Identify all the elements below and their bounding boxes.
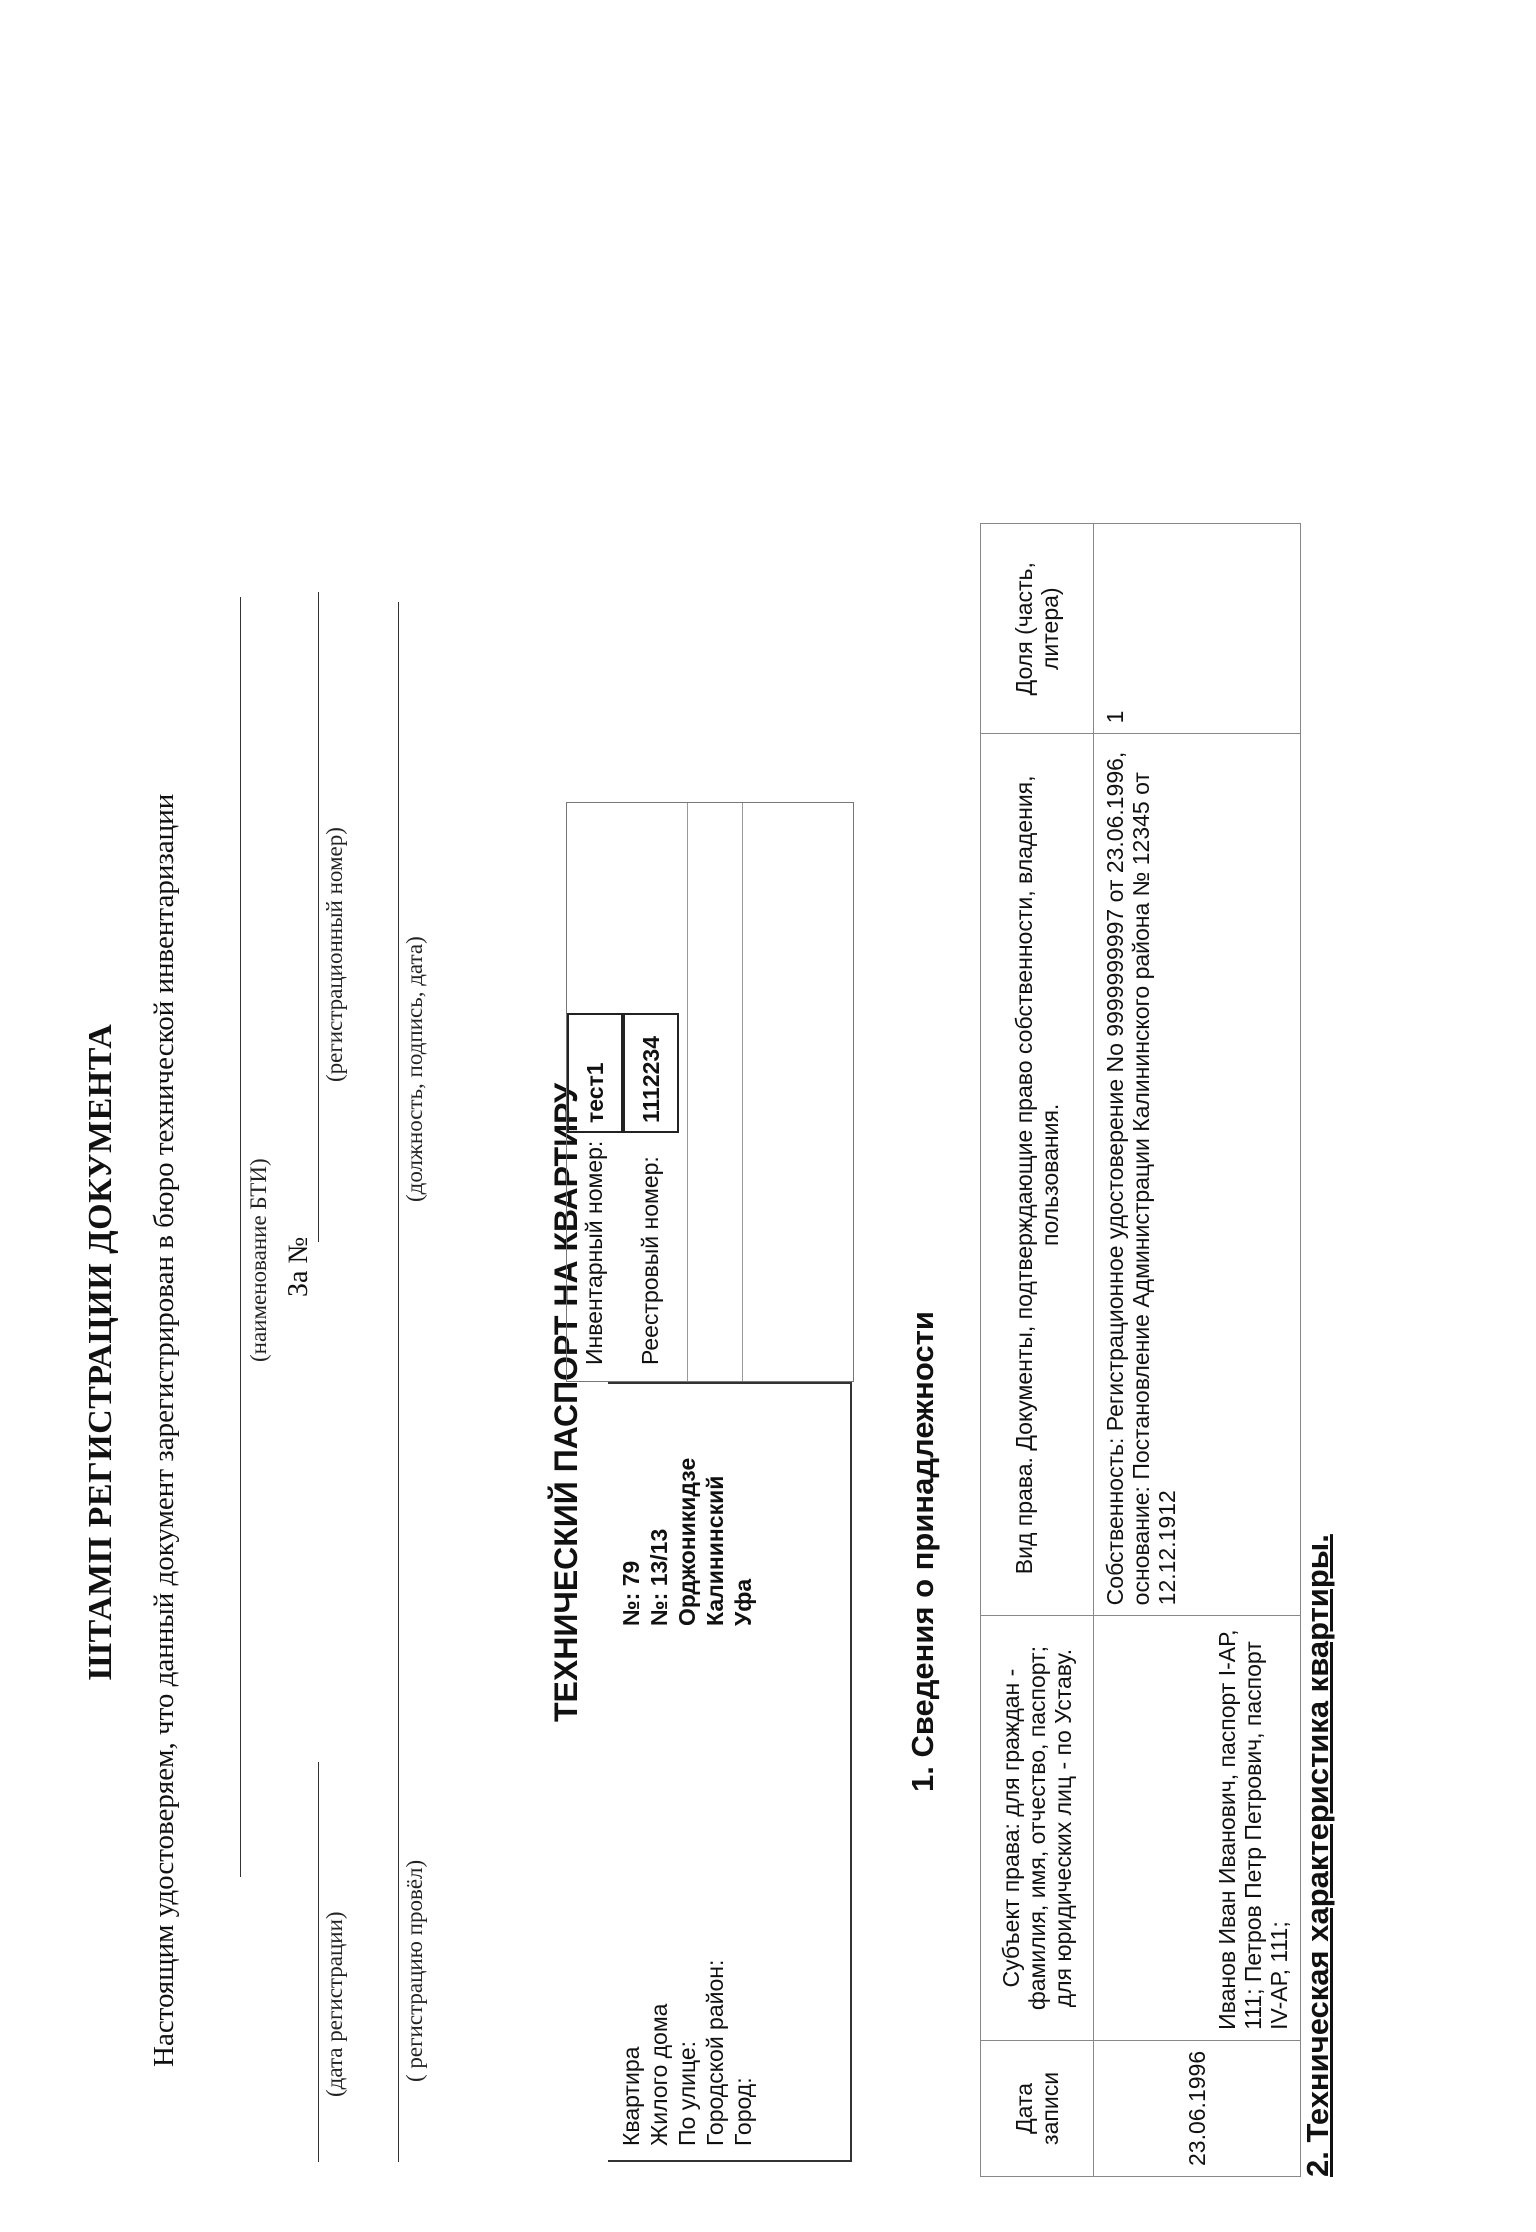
cell-right: Собственность: Регистрационное удостоверение No 9999999997 от 23.06.1996, основание: Постановление Администрации Калининского района № 12345 от 12.12.1912 (1094, 734, 1301, 1616)
number-prefix: За № (283, 1236, 314, 1297)
address-label: По улице: (674, 2040, 700, 2146)
address-block (608, 1382, 852, 2162)
address-row (618, 1560, 645, 2146)
ownership-table (980, 523, 1301, 2177)
registrar-line (398, 602, 399, 2162)
section2-title: 2. Техническая характеристика квартиры. (1300, 1534, 1335, 2177)
header-subject: Субъект права: для граждан - фамилия, имя, отчество, паспорт; для юридических лиц - по Уставу. (981, 1616, 1094, 2041)
header-right: Вид права. Документы, подтверждающие право собственности, владения, пользования. (981, 734, 1094, 1616)
address-value: №: 13/13 (646, 1528, 672, 1626)
address-row (730, 1578, 757, 2146)
date-caption: (дата регистрации) (322, 1911, 347, 2097)
cell-date: 23.06.1996 (1094, 2040, 1301, 2176)
table-header-row (981, 524, 1094, 2177)
inventory-divider (742, 803, 743, 1381)
inventory-label: Инвентарный номер: (581, 1140, 607, 1365)
header-date: Дата записи (981, 2040, 1094, 2176)
address-value: Уфа (730, 1578, 756, 1626)
address-row (646, 1528, 673, 2146)
address-value: Калининский (702, 1475, 728, 1626)
inventory-divider (687, 803, 688, 1381)
date-line (318, 1762, 319, 2162)
passport-title: ТЕХНИЧЕСКИЙ ПАСПОРТ НА КВАРТИРУ (548, 1083, 584, 1722)
inventory-block (566, 802, 854, 1382)
inventory-value: тест1 (567, 1013, 623, 1133)
address-value: Орджоникидзе (674, 1457, 700, 1626)
registry-row (623, 803, 679, 1381)
section1-title: 1. Сведения о принадлежности (905, 1311, 940, 1792)
registry-value: 1112234 (623, 1013, 679, 1133)
number-line (318, 592, 319, 1242)
table-row (1094, 524, 1301, 2177)
certify-text: Настоящим удостоверяем, что данный документ зарегистрирован в бюро технической инвентаризации (148, 793, 180, 2067)
cell-subject: Иванов Иван Иванович, паспорт I-АР, 111; Петров Петр Петрович, паспорт IV-АР, 111; (1094, 1616, 1301, 2041)
header-share: Доля (часть, литера) (981, 524, 1094, 734)
address-label: Жилого дома (646, 2003, 672, 2146)
address-label: Квартира (618, 2046, 644, 2146)
address-label: Город: (730, 2077, 756, 2146)
address-row (674, 1457, 701, 2146)
stamp-title: ШТАМП РЕГИСТРАЦИИ ДОКУМЕНТА (82, 1023, 119, 1681)
registry-label: Реестровый номер: (637, 1156, 663, 1365)
address-label: Городской район: (702, 1959, 728, 2146)
address-row (702, 1475, 729, 2146)
inventory-row (567, 803, 623, 1381)
registrar-caption: ( регистрацию провёл) (402, 1859, 427, 2082)
address-value: №: 79 (618, 1560, 644, 1626)
bti-name-line (240, 597, 241, 1877)
bti-caption: (наименование БТИ) (246, 1158, 271, 1362)
number-caption: (регистрационный номер) (322, 827, 347, 1082)
cell-share: 1 (1094, 524, 1301, 734)
position-caption: (должность, подпись, дата) (402, 936, 427, 1202)
